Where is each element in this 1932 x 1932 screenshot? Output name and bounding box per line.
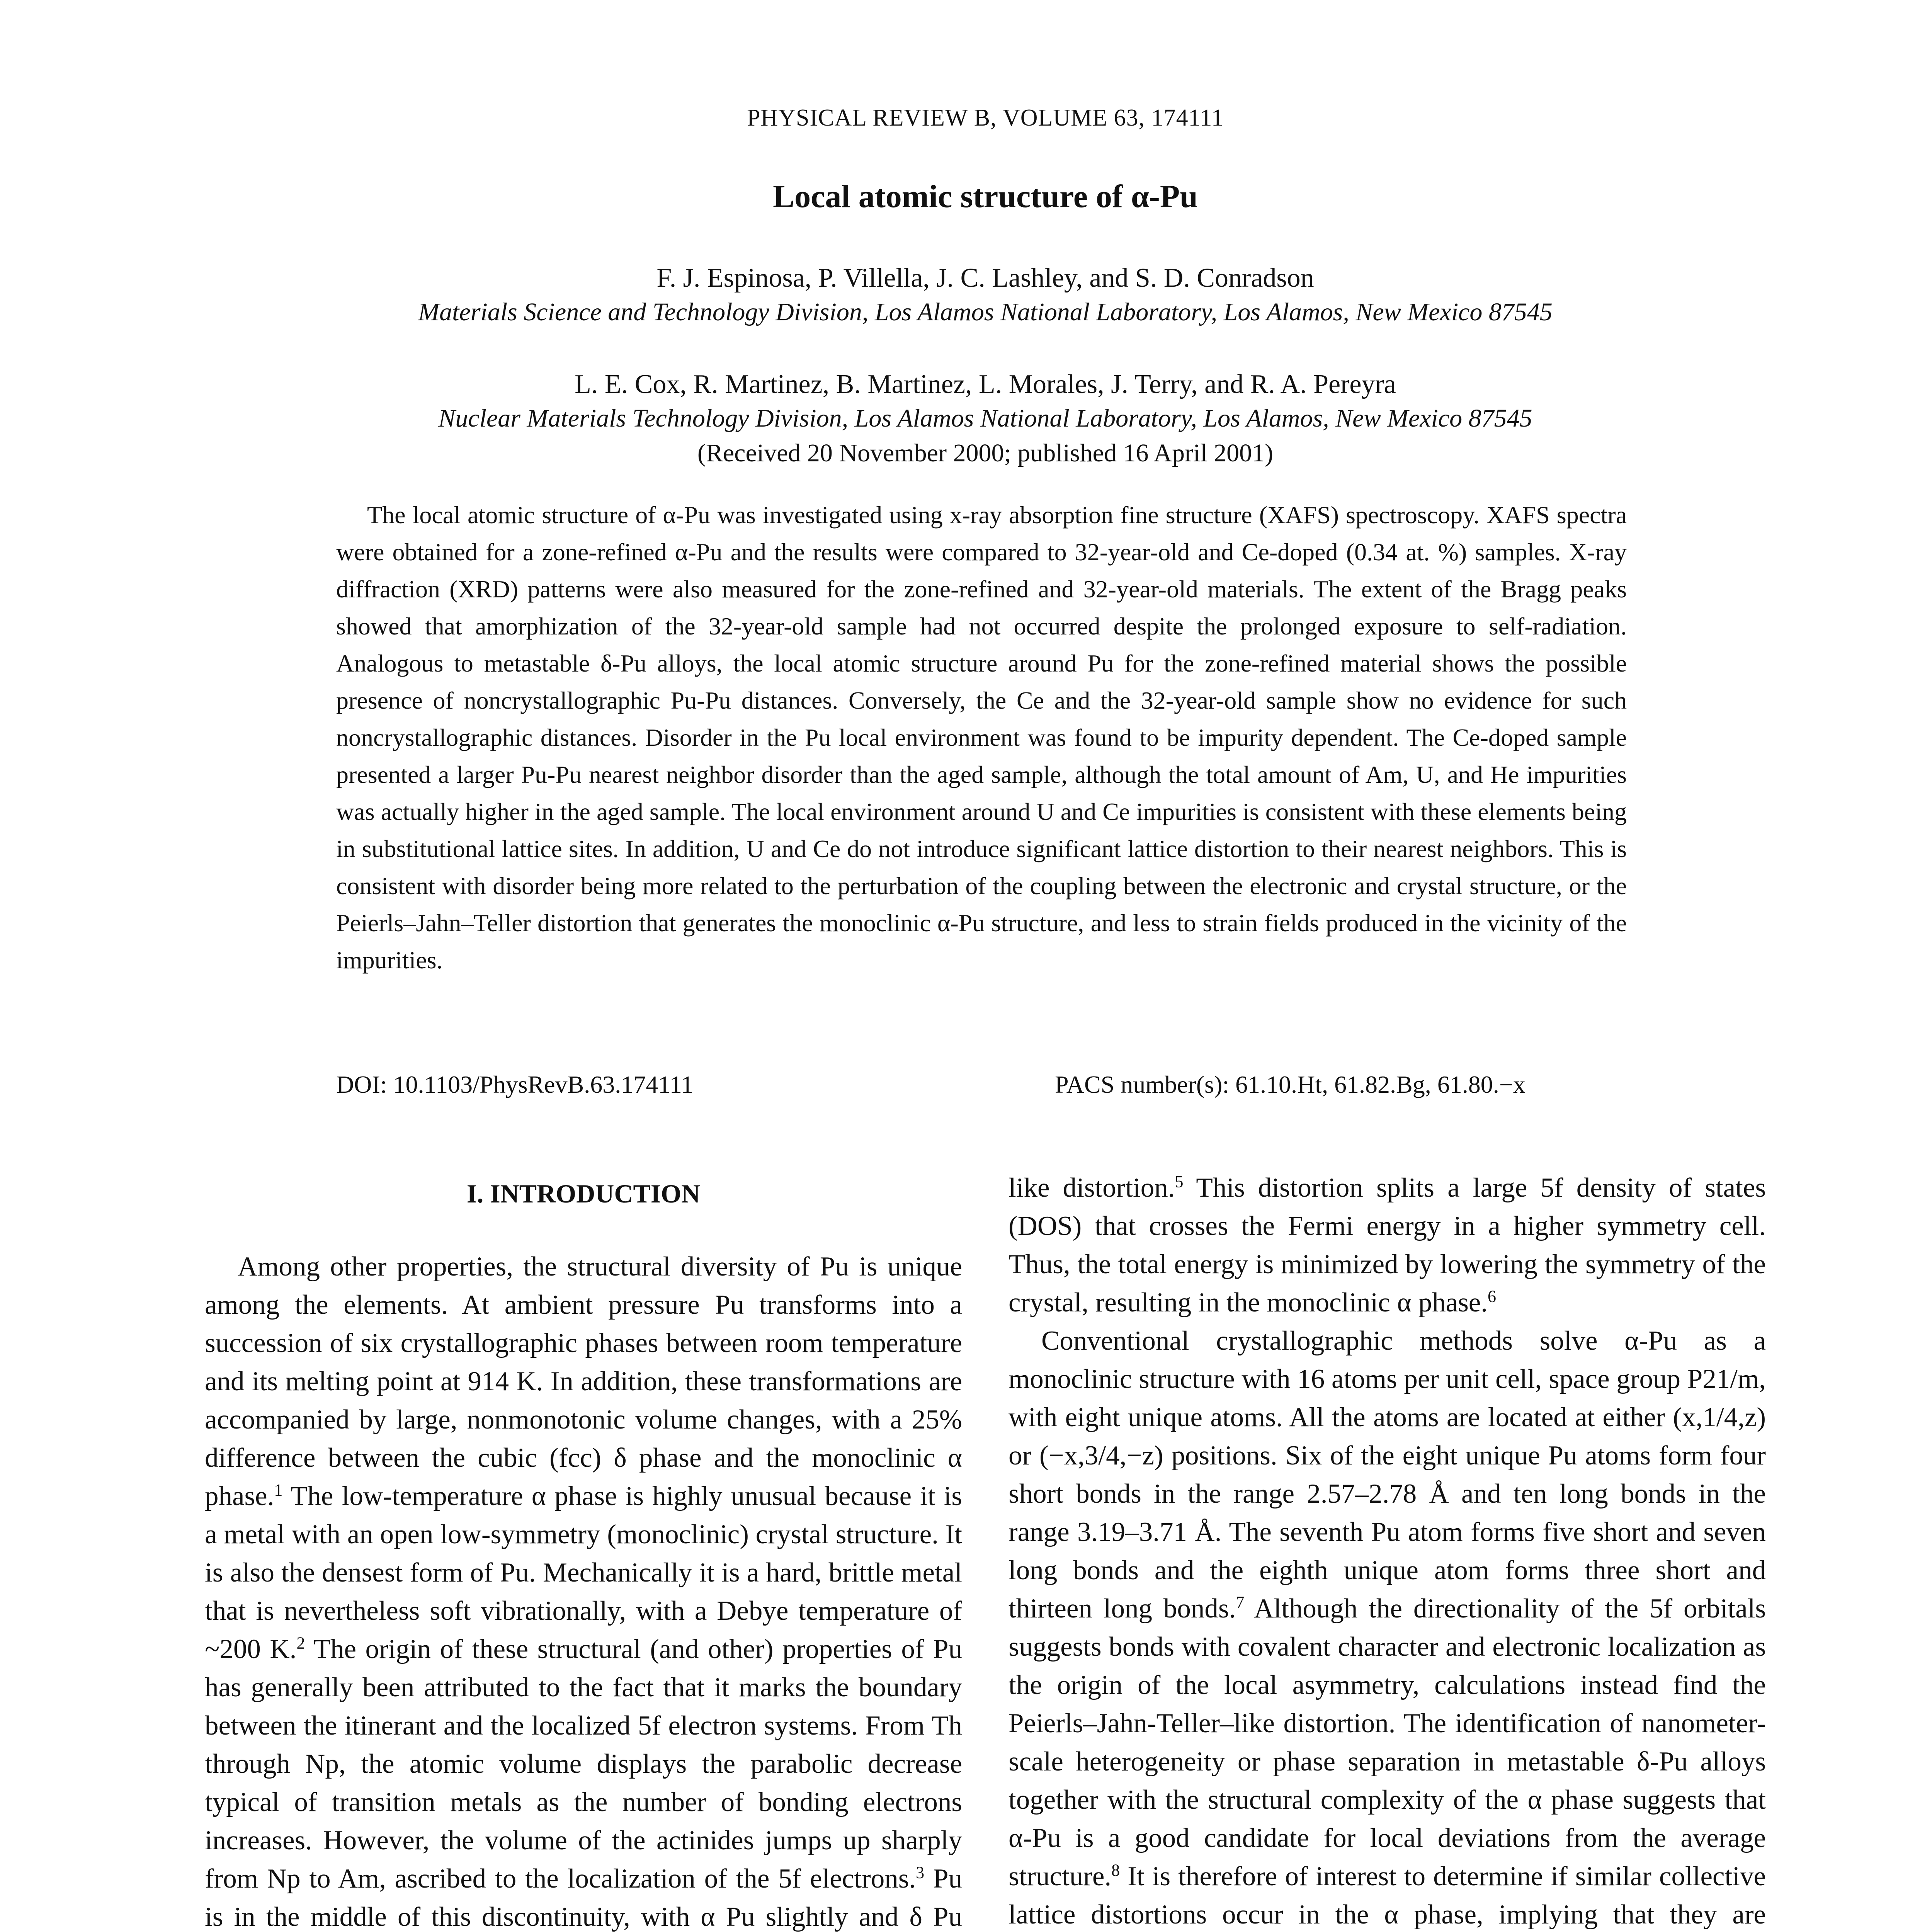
- left-column: [205, 1171, 962, 1932]
- text-run: The origin of these structural (and other) properties of Pu has generally been attributed to the fact that it marks the boundary between the itinerant and the localized 5f electron systems. From Th through Np, the atomic volume displays the parabolic decrease typical of transition metals as the number of bonding electrons increases. However, the volume of the actinides jumps up sharply from Np to Am, ascribed to the localization of the 5f electrons.: [205, 1634, 962, 1894]
- doi: DOI: 10.1103/PhysRevB.63.174111: [336, 1071, 694, 1098]
- reference-marker: 6: [1487, 1287, 1496, 1306]
- reference-marker: 5: [1175, 1172, 1184, 1191]
- right-column: [1009, 1169, 1766, 1932]
- reference-marker: 8: [1111, 1861, 1120, 1880]
- intro-paragraph-3: [1009, 1322, 1766, 1932]
- running-head: PHYSICAL REVIEW B, VOLUME 63, 174111: [747, 105, 1224, 131]
- text-run: The low-temperature α phase is highly unusual because it is a metal with an open low-symmetry (monoclinic) crystal structure. It is also the densest form of Pu. Mechanically it is a hard, brittle metal that is nevertheless soft vibrationally, with a Debye temperature of ~200 K.: [205, 1481, 962, 1664]
- text-run: Pu is in the middle of this discontinuity, with α Pu slightly and δ Pu: [205, 1864, 962, 1932]
- reference-marker: 7: [1236, 1593, 1245, 1612]
- paper-title: Local atomic structure of α-Pu: [773, 179, 1198, 214]
- text-run: Although the directionality of the 5f orbitals suggests bonds with covalent character and electronic localization as the origin of the local asymmetry, calculations instead find the Peierls–Jahn-Teller–like distortion. The identification of nanometer-scale heterogeneity or phase separation in metastable δ-Pu alloys together with the structural complexity of the α phase suggests that α-Pu is a good candidate for local deviations from the average structure.: [1009, 1594, 1766, 1891]
- author-list-1: F. J. Espinosa, P. Villella, J. C. Lashley, and S. D. Conradson: [656, 263, 1314, 293]
- text-run: Conventional crystallographic methods solve α-Pu as a monoclinic structure with 16 atoms per unit cell, space group P21/m, with eight unique atoms. All the atoms are located at either (x,1/4,z) or (−x,3/4,−z) positions. Six of the eight unique Pu atoms form four short bonds in the range 2.57–2.78 Å and ten long bonds in the range 3.19–3.71 Å. The seventh Pu atom forms five short and seven long bonds and the eighth unique atom forms three short and thirteen long bonds.: [1009, 1326, 1766, 1624]
- abstract: The local atomic structure of α-Pu was investigated using x-ray absorption fine structure (XAFS) spectroscopy. XAFS spectra were obtained for a zone-refined α-Pu and the results were compared to 32-year-old and Ce-doped (0.34 at. %) samples. X-ray diffraction (XRD) patterns were also measured for the zone-refined and 32-year-old materials. The extent of the Bragg peaks showed that amorphization of the 32-year-old sample had not occurred despite the prolonged exposure to self-radiation. Analogous to metastable δ-Pu alloys, the local atomic structure around Pu for the zone-refined material shows the possible presence of noncrystallographic Pu-Pu distances. Conversely, the Ce and the 32-year-old sample show no evidence for such noncrystallographic distances. Disorder in the Pu local environment was found to be impurity dependent. The Ce-doped sample presented a larger Pu-Pu nearest neighbor disorder than the aged sample, although the total amount of Am, U, and He impurities was actually higher in the aged sample. The local environment around U and Ce impurities is consistent with these elements being in substitutional lattice sites. In addition, U and Ce do not introduce significant lattice distortion to their nearest neighbors. This is consistent with disorder being more related to the perturbation of the coupling between the electronic and crystal structure, or the Peierls–Jahn–Teller distortion that generates the monoclinic α-Pu structure, and less to strain fields produced in the vicinity of the impurities.: [336, 501, 1627, 974]
- pacs-numbers: PACS number(s): 61.10.Ht, 61.82.Bg, 61.80.−x: [1055, 1071, 1526, 1098]
- text-run: Among other properties, the structural diversity of Pu is unique among the elements. At ambient pressure Pu transforms into a succession of six crystallographic phases between room temperature and its melting point at 914 K. In addition, these transformations are accompanied by large, nonmonotonic volume changes, with a 25% difference between the cubic (fcc) δ phase and the monoclinic α phase.: [205, 1252, 962, 1511]
- affiliation-2: Nuclear Materials Technology Division, Los Alamos National Laboratory, Los Alamos, New Mexico 87545: [438, 404, 1532, 432]
- author-list-2: L. E. Cox, R. Martinez, B. Martinez, L. Morales, J. Terry, and R. A. Pereyra: [575, 369, 1396, 399]
- reference-marker: 1: [274, 1480, 283, 1500]
- section-heading: I. INTRODUCTION: [466, 1179, 701, 1208]
- reference-marker: 2: [296, 1633, 305, 1653]
- text-run: It is therefore of interest to determine if similar collective lattice distortions occur in the α phase, implying that they are: [1009, 1861, 1766, 1930]
- intro-paragraph-2-continued: [1009, 1169, 1766, 1322]
- affiliation-1: Materials Science and Technology Division, Los Alamos National Laboratory, Los Alamos, New Mexico 87545: [418, 298, 1553, 326]
- text-run: This distortion splits a large 5f density of states (DOS) that crosses the Fermi energy in a higher symmetry cell. Thus, the total energy is minimized by lowering the symmetry of the crystal, resulting in the monoclinic α phase.: [1009, 1173, 1766, 1318]
- intro-paragraph-1: [205, 1248, 962, 1932]
- received-dates: (Received 20 November 2000; published 16 April 2001): [697, 439, 1274, 467]
- reference-marker: 3: [916, 1863, 925, 1882]
- text-run: like distortion.: [1009, 1173, 1175, 1203]
